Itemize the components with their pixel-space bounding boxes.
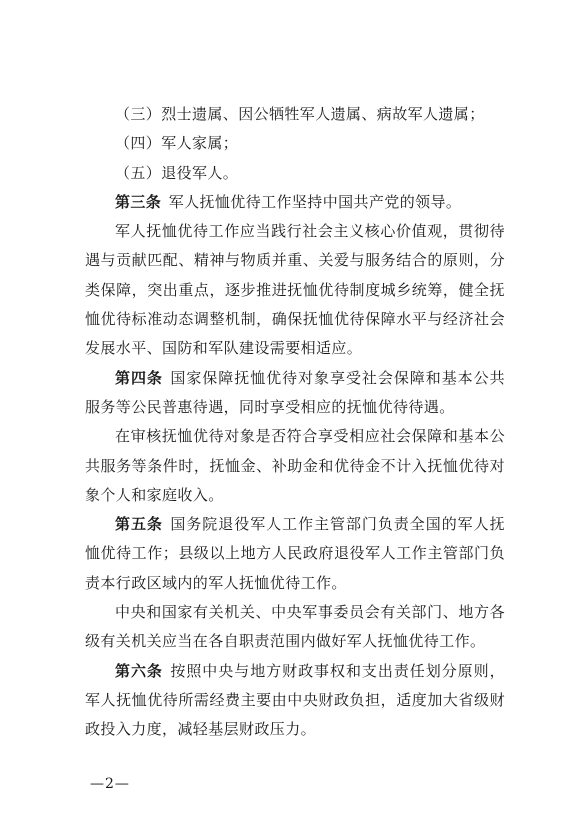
article-number: 第三条 (115, 192, 162, 211)
article-number: 第五条 (115, 515, 163, 534)
article-5-paragraph-2: 中央和国家有关机关、中央军事委员会有关部门、地方各级有关机关应当在各自职责范围内做好军人抚恤优待工作。 (85, 603, 505, 651)
article-number: 第四条 (115, 368, 163, 387)
article-4 (85, 364, 505, 423)
article-text: 国家保障抚恤优待对象享受社会保障和基本公共服务等公民普惠待遇，同时享受相应的抚恤优待待遇。 (85, 368, 506, 416)
article-text: 军人抚恤优待工作坚持中国共产党的领导。 (168, 192, 462, 211)
document-body (85, 100, 505, 745)
page-number: —2— (90, 776, 130, 792)
article-4-paragraph-2: 在审核抚恤优待对象是否符合享受相应社会保障和基本公共服务等条件时，抚恤金、补助金和优待金不计入抚恤优待对象个人和家庭收入。 (85, 427, 505, 504)
article-number: 第六条 (115, 661, 163, 680)
article-text: 国务院退役军人工作主管部门负责全国的军人抚恤优待工作；县级以上地方人民政府退役军人工作主管部门负责本行政区域内的军人抚恤优待工作。 (85, 515, 506, 592)
article-text: 按照中央与地方财政事权和支出责任划分原则，军人抚恤优待所需经费主要由中央财政负担，适度加大省级财政投入力度，减轻基层财政压力。 (85, 661, 506, 739)
article-6 (85, 657, 505, 745)
list-item: （三）烈士遗属、因公牺牲军人遗属、病故军人遗属； (115, 105, 485, 123)
list-item: （四）军人家属； (115, 134, 239, 153)
article-3 (85, 188, 505, 217)
article-5 (85, 510, 505, 598)
list-item: （五）退役军人。 (115, 163, 239, 182)
article-3-paragraph-2: 军人抚恤优待工作应当践行社会主义核心价值观，贯彻待遇与贡献匹配、精神与物质并重、关爱与服务结合的原则，分类保障，突出重点，逐步推进抚恤优待制度城乡统筹，健全抚恤优待标准动态调整机制，确保抚恤优待保障水平与经济社会发展水平、国防和军队建设需要相适应。 (85, 222, 505, 358)
